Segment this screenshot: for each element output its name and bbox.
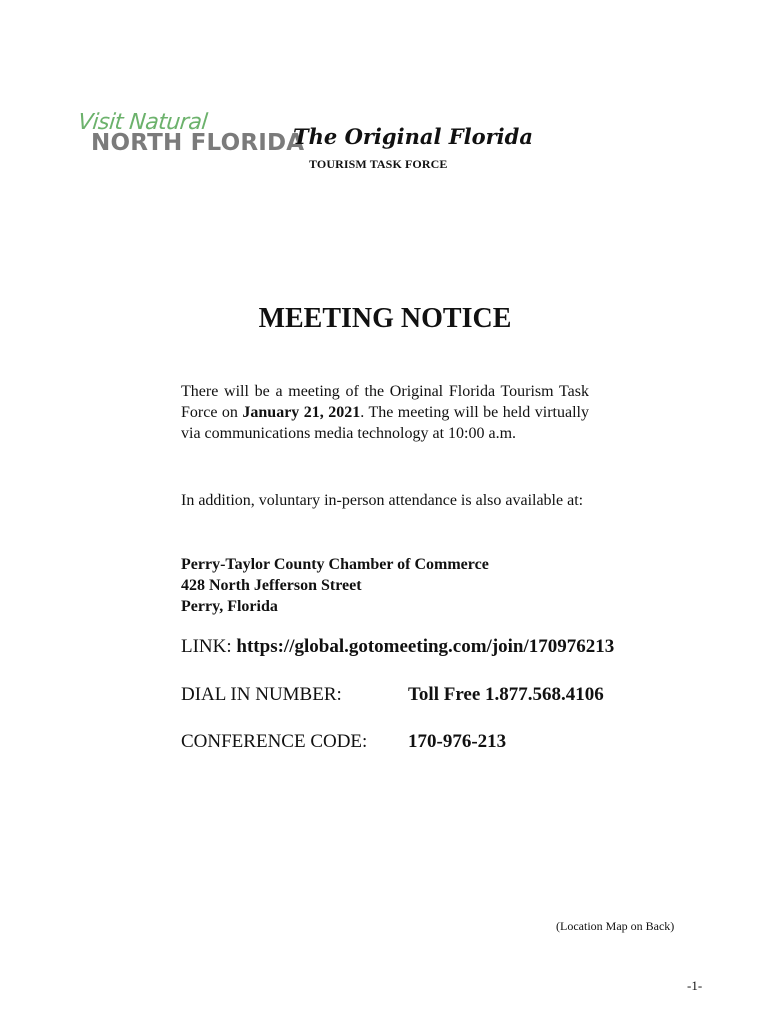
dial-in-label: DIAL IN NUMBER:	[181, 684, 342, 705]
meeting-date: January 21, 2021	[242, 404, 361, 421]
logo-north-florida-text: NORTH FLORIDA	[91, 130, 305, 156]
meeting-link-row	[181, 636, 614, 658]
meeting-description-intro: There will be a meeting of the Original Florida Tourism Task Force on	[181, 383, 589, 421]
location-map-note: (Location Map on Back)	[556, 919, 675, 933]
meeting-description-details: . The meeting will be held virtually via communications media technology at 10:00 a.m.	[181, 404, 589, 442]
conference-code-value: 170-976-213	[408, 731, 507, 752]
task-force-heading: TOURISM TASK FORCE	[309, 157, 448, 171]
address-city: Perry, Florida	[181, 598, 278, 615]
meeting-link-label: LINK:	[181, 636, 237, 657]
logo-visit-text: Visit Natural	[76, 110, 209, 135]
conference-code-label: CONFERENCE CODE:	[181, 731, 368, 752]
dial-in-number: Toll Free 1.877.568.4106	[408, 684, 604, 705]
conference-code-row	[181, 731, 507, 753]
address-street: 428 North Jefferson Street	[181, 577, 362, 594]
in-person-note: In addition, voluntary in-person attendance is also available at:	[181, 492, 584, 509]
address-venue: Perry-Taylor County Chamber of Commerce	[181, 556, 489, 573]
page-title: MEETING NOTICE	[258, 303, 512, 334]
logo-original-florida-text: The Original Florida	[293, 124, 533, 149]
organization-logo	[76, 110, 533, 160]
page-number: -1-	[687, 978, 703, 993]
dial-in-row	[181, 684, 604, 706]
meeting-address	[181, 554, 489, 617]
meeting-link-url[interactable]: https://global.gotomeeting.com/join/170976213	[236, 636, 615, 657]
meeting-description	[181, 381, 589, 444]
